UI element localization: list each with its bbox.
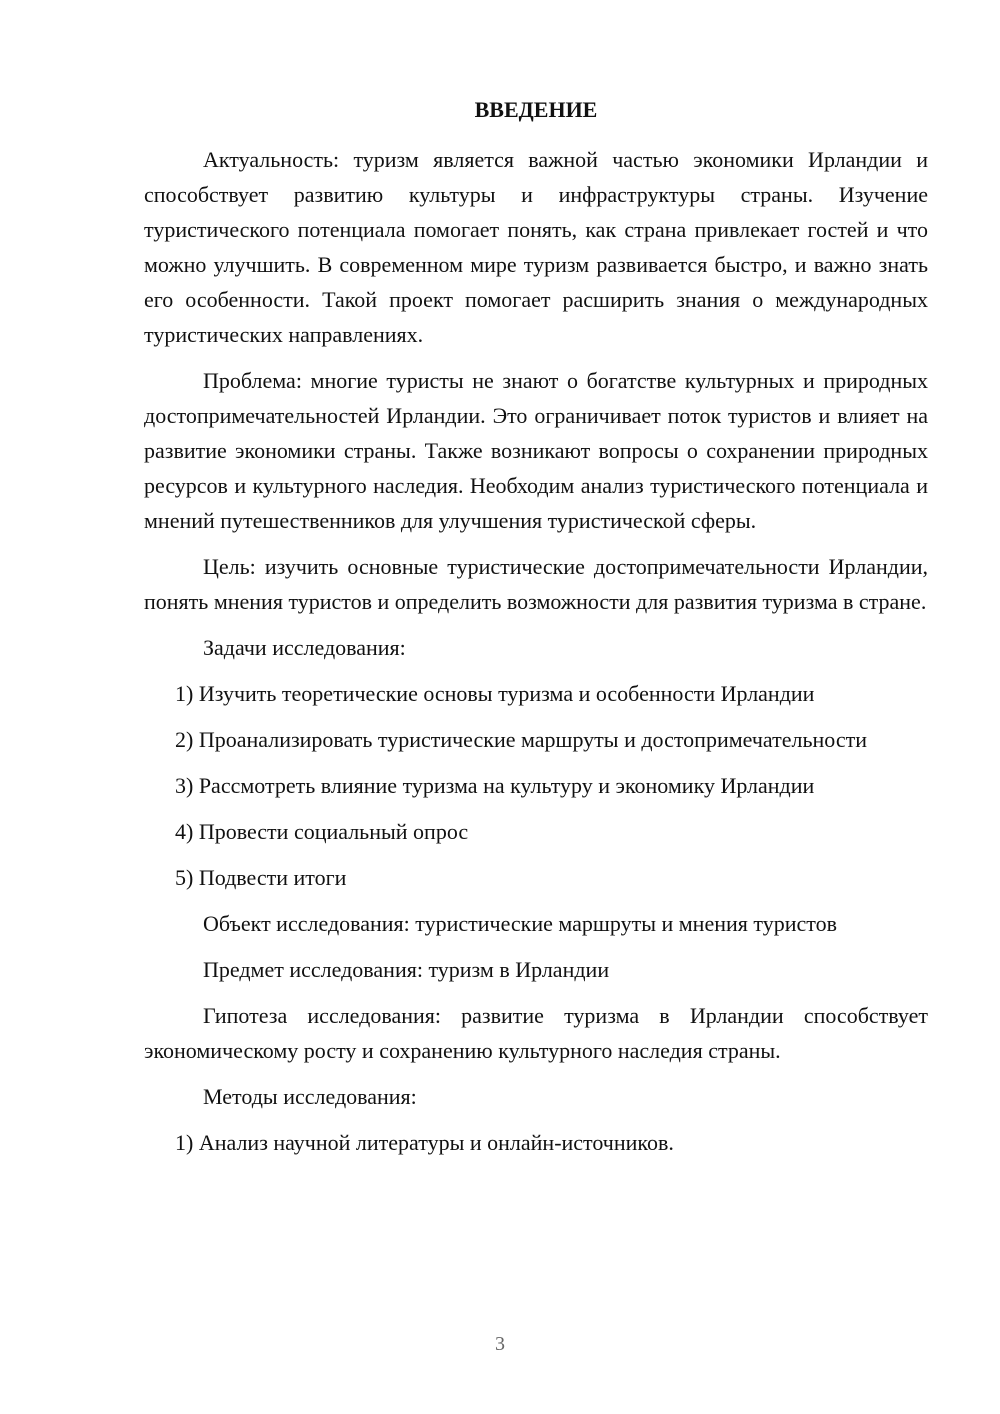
paragraph-hypothesis: Гипотеза исследования: развитие туризма в Ирландии способствует экономическому росту и сохранению культурного наследия страны. xyxy=(144,1003,928,1063)
paragraph-subject: Предмет исследования: туризм в Ирландии xyxy=(203,957,610,982)
task-item-5: 5) Подвести итоги xyxy=(175,865,347,890)
method-item-1: 1) Анализ научной литературы и онлайн-источников. xyxy=(175,1130,674,1155)
tasks-heading: Задачи исследования: xyxy=(203,635,406,660)
paragraph-relevance: Актуальность: туризм является важной частью экономики Ирландии и способствует развитию культуры и инфраструктуры страны. Изучение туристического потенциала помогает понять, как страна привлекает гостей и что можно улучшить. В современном мире туризм развивается быстро, и важно знать его особенности. Такой проект помогает расширить знания о международных туристических направлениях. xyxy=(144,147,928,347)
paragraph-object: Объект исследования: туристические маршруты и мнения туристов xyxy=(203,911,837,936)
document-page xyxy=(144,96,928,1171)
paragraph-problem: Проблема: многие туристы не знают о богатстве культурных и природных достопримечательностей Ирландии. Это ограничивает поток туристов и влияет на развитие экономики страны. Также возникают вопросы о сохранении природных ресурсов и культурного наследия. Необходим анализ туристического потенциала и мнений путешественников для улучшения туристической сферы. xyxy=(144,368,928,533)
section-title: ВВЕДЕНИЕ xyxy=(474,97,598,122)
methods-heading: Методы исследования: xyxy=(203,1084,417,1109)
page-number: 3 xyxy=(495,1333,505,1355)
task-item-1: 1) Изучить теоретические основы туризма и особенности Ирландии xyxy=(175,681,815,706)
paragraph-goal: Цель: изучить основные туристические достопримечательности Ирландии, понять мнения туристов и определить возможности для развития туризма в стране. xyxy=(144,554,928,614)
task-item-2: 2) Проанализировать туристические маршруты и достопримечательности xyxy=(175,727,867,752)
task-item-3: 3) Рассмотреть влияние туризма на культуру и экономику Ирландии xyxy=(175,773,815,798)
task-item-4: 4) Провести социальный опрос xyxy=(175,819,469,844)
